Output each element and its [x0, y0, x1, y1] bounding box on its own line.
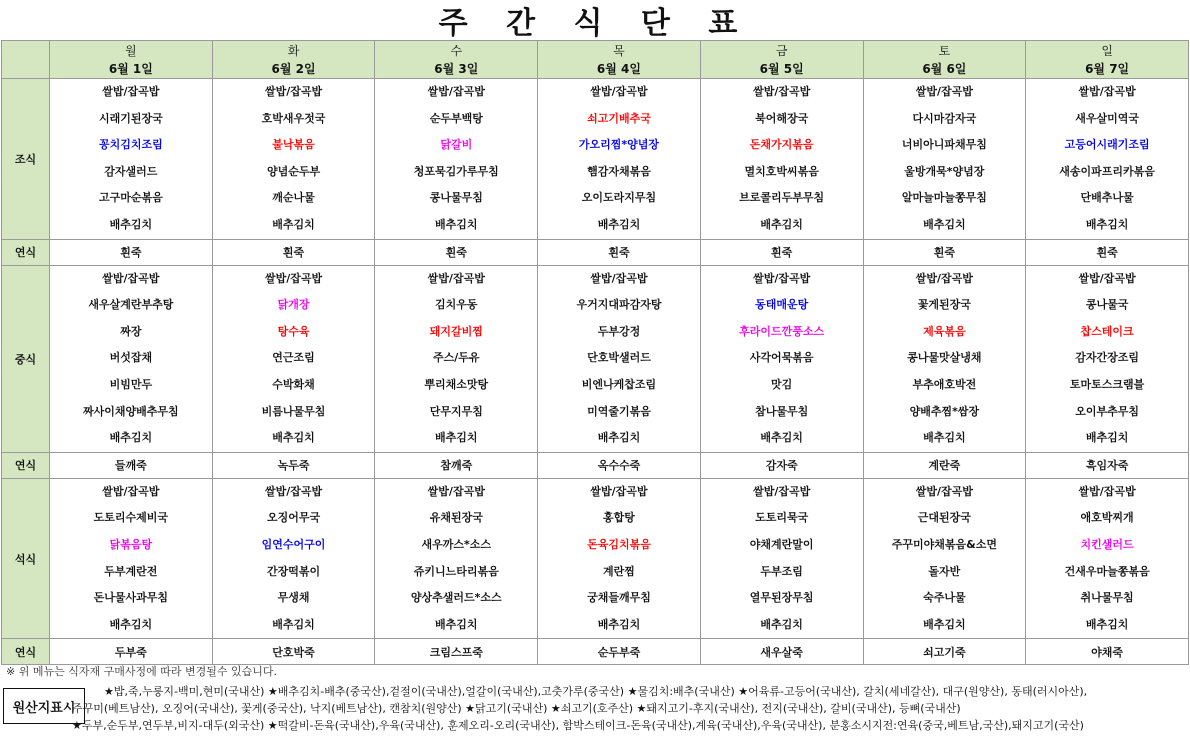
menu-item: 다시마감자국 — [912, 111, 977, 125]
menu-item: 쌀밥/잡곡밥 — [1078, 85, 1136, 98]
soft-diet-row — [2, 239, 1189, 265]
menu-item: 뿌리채소맛탕 — [424, 377, 489, 391]
menu-item: 쥬키니느타리볶음 — [413, 564, 499, 578]
date-label: 6월 7일 — [1085, 61, 1130, 76]
menu-item: 알마늘마늘쫑무침 — [901, 191, 987, 205]
menu-item: 감자샐러드 — [104, 164, 158, 178]
menu-item: 흰죽 — [282, 246, 305, 260]
menu-cell — [375, 452, 538, 478]
menu-item: 간장떡볶이 — [266, 564, 321, 578]
menu-item: 홍합탕 — [603, 511, 635, 525]
menu-item: 미역줄기볶음 — [587, 404, 651, 418]
menu-item: 가오리찜*양념장 — [578, 138, 660, 152]
menu-item: 시래기된장국 — [98, 111, 163, 125]
menu-item: 배추김치 — [760, 617, 803, 631]
date-label: 6월 3일 — [434, 61, 479, 76]
menu-item: 김치우동 — [435, 298, 478, 312]
menu-item: 쇠고기죽 — [923, 645, 966, 659]
menu-item: 쌀밥/잡곡밥 — [915, 484, 973, 498]
menu-item: 단배추나물 — [1080, 191, 1134, 205]
menu-cell — [863, 452, 1026, 478]
menu-item: 배추김치 — [923, 431, 966, 445]
menu-item: 주스/두유 — [432, 351, 480, 365]
menu-item: 쌀밥/잡곡밥 — [590, 271, 648, 285]
weekday-label: 토 — [938, 43, 951, 58]
menu-item: 두부강정 — [597, 324, 641, 338]
menu-item: 쌀밥/잡곡밥 — [264, 271, 323, 285]
day-header — [1026, 41, 1189, 79]
menu-item: 쌀밥/잡곡밥 — [753, 271, 811, 285]
menu-item: 흰죽 — [1096, 246, 1118, 260]
meal-label: 연식 — [2, 239, 50, 265]
menu-item: 꽃게된장국 — [917, 298, 971, 312]
day-header — [50, 41, 213, 79]
menu-item: 쌀밥/잡곡밥 — [590, 85, 648, 98]
menu-item: 쌀밥/잡곡밥 — [102, 85, 160, 98]
menu-item: 비름나물무침 — [261, 404, 326, 418]
menu-item: 배추김치 — [109, 431, 153, 445]
menu-item: 짜장 — [120, 324, 142, 338]
menu-cell — [863, 639, 1026, 665]
menu-item: 돈육김치볶음 — [587, 537, 651, 551]
menu-cell — [1026, 239, 1189, 265]
meal-label: 석식 — [2, 478, 50, 639]
menu-item: 토마토스크램블 — [1069, 377, 1145, 391]
menu-item: 단호박죽 — [272, 645, 315, 659]
menu-cell — [50, 239, 213, 265]
menu-item: 닭개장 — [277, 298, 310, 312]
menu-item: 양상추샐러드*소스 — [410, 591, 502, 605]
menu-item: 제육볶음 — [923, 324, 966, 338]
menu-item: 오이도라지무침 — [581, 191, 657, 205]
day-header — [700, 41, 863, 79]
menu-cell — [1026, 452, 1189, 478]
menu-item: 깨순나물 — [272, 191, 315, 205]
menu-item: 치킨샐러드 — [1080, 537, 1134, 551]
date-label: 6월 5일 — [759, 61, 804, 76]
day-header — [212, 41, 375, 79]
menu-item: 돌자반 — [928, 564, 961, 578]
menu-item: 동태매운탕 — [755, 298, 809, 312]
menu-item: 쌀밥/잡곡밥 — [915, 85, 973, 98]
menu-item: 새우살계란부추탕 — [88, 298, 174, 312]
menu-item: 오이부추무침 — [1075, 404, 1139, 418]
header-corner — [2, 41, 50, 79]
menu-cell — [50, 452, 213, 478]
menu-item: 고구마순볶음 — [98, 191, 163, 205]
menu-item: 멸치호박씨볶음 — [744, 164, 819, 178]
menu-item: 두부조림 — [760, 564, 803, 578]
menu-item: 새우살미역국 — [1075, 111, 1139, 125]
menu-item: 쌀밥/잡곡밥 — [915, 271, 973, 285]
menu-item: 흑임자죽 — [1085, 459, 1129, 473]
menu-item: 배추김치 — [435, 617, 478, 631]
menu-item: 애호박찌개 — [1080, 511, 1134, 525]
change-notice: ※ 위 메뉴는 식자재 구매사정에 따라 변경될수 있습니다. — [6, 665, 277, 678]
weekly-menu-table — [1, 40, 1189, 665]
menu-item: 무생채 — [277, 591, 310, 605]
menu-item: 두부죽 — [114, 645, 147, 659]
origin-line: 주꾸미(베트남산), 오징어(국내산), 꽃게(중국산), 낙지(베트남산), 캔참치(원양산) ★닭고기(국내산) ★쇠고기(호주산) ★돼지고기-후지(국내산), 전지(국내산), 갈비(국내산), 등뼈(국내산) — [72, 702, 961, 715]
menu-item: 순두부죽 — [597, 645, 641, 659]
menu-item: 콩나물국 — [1085, 298, 1129, 312]
page-title: 주 간 식 단 표 — [438, 6, 752, 41]
day-header — [863, 41, 1026, 79]
menu-item: 사각어묵볶음 — [749, 351, 814, 365]
menu-item: 청포묵김가루무침 — [413, 164, 499, 178]
menu-cell — [50, 79, 213, 240]
menu-item: 옥수수죽 — [597, 459, 641, 473]
menu-item: 들깨죽 — [114, 459, 147, 473]
meal-row — [2, 265, 1189, 452]
menu-item: 배추김치 — [272, 431, 315, 445]
menu-cell — [863, 239, 1026, 265]
menu-item: 버섯잡채 — [109, 351, 153, 365]
menu-cell — [863, 79, 1026, 240]
menu-item: 쇠고기배추국 — [587, 111, 651, 125]
menu-item: 쌀밥/잡곡밥 — [753, 85, 811, 98]
menu-item: 쌀밥/잡곡밥 — [427, 271, 485, 285]
menu-item: 배추김치 — [760, 431, 803, 445]
menu-item: 새송이파프리카볶음 — [1059, 164, 1155, 178]
menu-item: 근대된장국 — [917, 511, 971, 525]
menu-cell — [375, 265, 538, 452]
menu-cell — [375, 639, 538, 665]
menu-item: 유채된장국 — [429, 511, 483, 525]
menu-cell — [700, 478, 863, 639]
weekday-label: 수 — [450, 43, 463, 58]
soft-diet-row — [2, 639, 1189, 665]
menu-item: 두부계란전 — [104, 564, 158, 578]
menu-item: 배추김치 — [272, 617, 315, 631]
menu-cell — [212, 639, 375, 665]
menu-item: 배추김치 — [435, 217, 478, 231]
menu-item: 배추김치 — [597, 217, 641, 231]
menu-cell — [538, 639, 701, 665]
menu-cell — [700, 79, 863, 240]
menu-item: 호박새우젓국 — [261, 111, 326, 125]
menu-item: 계란죽 — [928, 459, 961, 473]
menu-cell — [50, 478, 213, 639]
menu-item: 건새우마늘쫑볶음 — [1064, 564, 1150, 578]
menu-item: 취나물무침 — [1080, 591, 1134, 605]
menu-item: 배추김치 — [923, 217, 966, 231]
menu-item: 쌀밥/잡곡밥 — [1078, 271, 1136, 285]
menu-item: 배추김치 — [272, 217, 315, 231]
menu-item: 쌀밥/잡곡밥 — [427, 484, 485, 498]
menu-item: 돼지갈비찜 — [429, 324, 483, 338]
menu-cell — [538, 478, 701, 639]
menu-item: 콩나물무침 — [429, 191, 483, 205]
menu-item: 배추김치 — [597, 617, 641, 631]
menu-item: 배추김치 — [109, 617, 153, 631]
menu-cell — [863, 265, 1026, 452]
menu-item: 단호박샐러드 — [587, 351, 651, 365]
menu-item: 참나물무침 — [755, 404, 809, 418]
menu-cell — [1026, 265, 1189, 452]
menu-item: 수박화채 — [272, 377, 315, 391]
menu-item: 배추김치 — [1085, 217, 1129, 231]
menu-cell — [375, 478, 538, 639]
meal-row — [2, 79, 1189, 240]
menu-cell — [538, 239, 701, 265]
menu-cell — [375, 239, 538, 265]
menu-cell — [538, 79, 701, 240]
meal-label: 조식 — [2, 79, 50, 240]
menu-item: 흰죽 — [771, 246, 793, 260]
menu-item: 흰죽 — [608, 246, 630, 260]
weekday-label: 월 — [125, 43, 137, 58]
menu-item: 주꾸미야채볶음&소면 — [891, 537, 997, 551]
menu-item: 양배추찜*쌈장 — [909, 404, 980, 418]
menu-item: 계란찜 — [603, 564, 635, 578]
menu-item: 쌀밥/잡곡밥 — [590, 484, 648, 498]
menu-item: 우거지대파감자탕 — [576, 298, 662, 312]
header-row — [2, 41, 1189, 79]
menu-item: 쌀밥/잡곡밥 — [264, 484, 323, 498]
menu-item: 녹두죽 — [277, 459, 310, 473]
menu-cell — [212, 265, 375, 452]
menu-item: 불낙볶음 — [272, 138, 315, 152]
menu-cell — [538, 265, 701, 452]
date-label: 6월 6일 — [922, 61, 967, 76]
menu-item: 배추김치 — [760, 217, 803, 231]
menu-item: 도토리묵국 — [755, 511, 809, 525]
date-label: 6월 4일 — [596, 61, 641, 76]
menu-item: 쌀밥/잡곡밥 — [1078, 484, 1136, 498]
menu-item: 비엔나케찹조림 — [581, 377, 657, 391]
menu-item: 후라이드깐풍소스 — [739, 324, 825, 338]
weekday-label: 금 — [775, 43, 788, 58]
menu-item: 찹스테이크 — [1080, 324, 1134, 338]
menu-item: 단무지무침 — [429, 404, 483, 418]
menu-item: 쌀밥/잡곡밥 — [102, 484, 160, 498]
menu-cell — [375, 79, 538, 240]
origin-line: ★밥,죽,누룽지-백미,현미(국내산) ★배추김치-배추(중국산),겉절이(국내산),얼갈이(국내산),고춧가루(중국산) ★물김치:배추(국내산) ★어육류-고등어(국내산), 갈치(세네갈산), 대구(원양산), 동태(러시아산), — [104, 685, 1088, 698]
menu-item: 비빔만두 — [109, 377, 153, 391]
menu-item: 탕수육 — [277, 324, 310, 338]
menu-cell — [212, 79, 375, 240]
menu-item: 새우까스*소스 — [421, 537, 492, 551]
menu-item: 햄감자채볶음 — [587, 164, 651, 178]
menu-cell — [212, 239, 375, 265]
meal-label: 중식 — [2, 265, 50, 452]
menu-cell — [863, 478, 1026, 639]
menu-item: 돈채가지볶음 — [749, 138, 814, 152]
menu-cell — [50, 639, 213, 665]
menu-item: 야채계란말이 — [749, 537, 814, 551]
menu-cell — [1026, 79, 1189, 240]
menu-item: 고등어시래기조림 — [1064, 138, 1150, 152]
menu-item: 순두부백탕 — [429, 111, 483, 125]
day-header — [538, 41, 701, 79]
menu-cell — [212, 452, 375, 478]
menu-item: 부추애호박전 — [912, 377, 977, 391]
menu-item: 짜사이채양배추무침 — [83, 404, 179, 418]
menu-item: 배추김치 — [435, 431, 478, 445]
menu-item: 배추김치 — [597, 431, 641, 445]
meal-label: 연식 — [2, 639, 50, 665]
weekday-label: 일 — [1101, 43, 1113, 58]
menu-item: 돈나물사과무침 — [93, 591, 169, 605]
menu-item: 새우살죽 — [760, 645, 803, 659]
origin-line: ★두부,순두부,연두부,비지-대두(외국산) ★떡갈비-돈육(국내산),우육(국내산), 훈제오리-오리(국내산), 함박스테이크-돈육(국내산),계육(국내산),우육(국내산), 분홍소시지전:연육(중국,베트남,국산),돼지고기(국산) — [72, 719, 1084, 732]
menu-item: 크림스프죽 — [429, 645, 483, 659]
weekday-label: 화 — [287, 43, 300, 58]
menu-item: 쌀밥/잡곡밥 — [102, 271, 160, 285]
menu-item: 감자간장조림 — [1075, 351, 1139, 365]
date-label: 6월 2일 — [271, 61, 316, 76]
menu-cell — [700, 239, 863, 265]
menu-item: 배추김치 — [109, 217, 153, 231]
menu-cell — [700, 639, 863, 665]
menu-item: 임연수어구이 — [261, 537, 326, 551]
menu-cell — [700, 265, 863, 452]
menu-item: 숙주나물 — [923, 591, 966, 605]
menu-item: 감자죽 — [765, 459, 798, 473]
menu-item: 참깨죽 — [440, 459, 473, 473]
menu-cell — [50, 265, 213, 452]
menu-item: 궁채들깨무침 — [587, 591, 651, 605]
menu-item: 닭갈비 — [440, 138, 473, 152]
menu-cell — [700, 452, 863, 478]
menu-item: 브로콜리두부무침 — [739, 191, 825, 205]
menu-item: 배추김치 — [1085, 431, 1129, 445]
meal-label: 연식 — [2, 452, 50, 478]
menu-item: 흰죽 — [120, 246, 142, 260]
menu-item: 꽁치김치조림 — [98, 138, 163, 152]
menu-item: 닭볶음탕 — [109, 537, 153, 551]
menu-item: 야채죽 — [1091, 645, 1124, 659]
menu-item: 흰죽 — [445, 246, 467, 260]
menu-item: 배추김치 — [923, 617, 966, 631]
menu-item: 맛김 — [771, 377, 793, 391]
menu-item: 도토리수제비국 — [93, 511, 169, 525]
menu-item: 콩나물맛살냉채 — [907, 351, 982, 365]
menu-item: 너비아니파채무침 — [901, 138, 987, 152]
menu-item: 오징어무국 — [266, 511, 321, 525]
menu-item: 울방개묵*양념장 — [904, 164, 985, 178]
meal-row — [2, 478, 1189, 639]
menu-item: 열무된장무침 — [749, 591, 814, 605]
soft-diet-row — [2, 452, 1189, 478]
menu-item: 연근조림 — [272, 351, 315, 365]
day-header — [375, 41, 538, 79]
menu-item: 쌀밥/잡곡밥 — [264, 85, 323, 98]
menu-item: 쌀밥/잡곡밥 — [753, 484, 811, 498]
menu-cell — [538, 452, 701, 478]
menu-item: 배추김치 — [1085, 617, 1129, 631]
date-label: 6월 1일 — [108, 61, 153, 76]
menu-item: 쌀밥/잡곡밥 — [427, 85, 485, 98]
menu-item: 양념순두부 — [266, 164, 321, 178]
weekday-label: 목 — [613, 43, 625, 58]
menu-cell — [1026, 478, 1189, 639]
menu-item: 북어해장국 — [755, 111, 809, 125]
menu-cell — [212, 478, 375, 639]
origin-label-box: 원산지표시 — [3, 688, 85, 724]
menu-item: 흰죽 — [933, 246, 955, 260]
menu-cell — [1026, 639, 1189, 665]
